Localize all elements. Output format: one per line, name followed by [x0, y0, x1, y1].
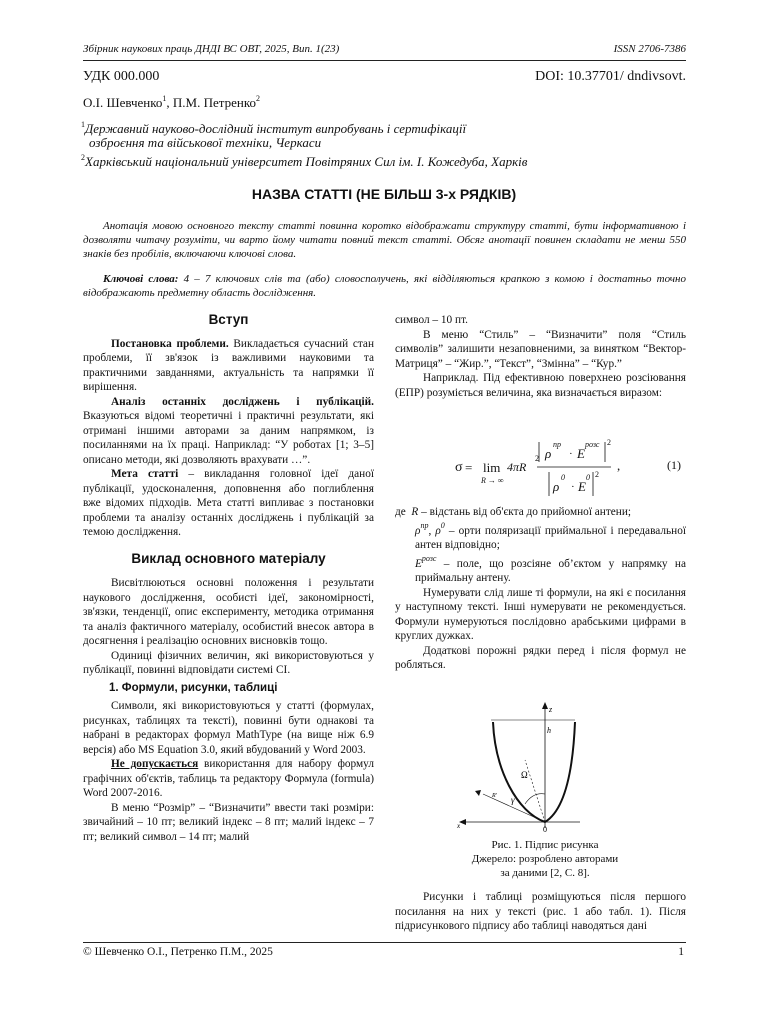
problem-paragraph: [83, 337, 374, 395]
udk: УДК 000.000: [83, 69, 160, 84]
problem-label: Постановка проблеми.: [111, 337, 229, 350]
eq-factor: 4πR: [507, 460, 527, 474]
legend-de: де: [395, 506, 406, 518]
main-heading: Виклад основного матеріалу: [131, 550, 326, 566]
eq-fraction-lines: [535, 440, 615, 500]
article-title: НАЗВА СТАТТІ (НЕ БІЛЬШ 3-х РЯДКІВ): [251, 186, 517, 202]
fig-paraboloid: [493, 722, 575, 822]
goal-paragraph: [83, 467, 374, 540]
fig-ray-arrow: [475, 790, 481, 796]
legend-p-sup: np: [420, 520, 429, 530]
author-sep: ,: [166, 95, 173, 110]
aff1-number: 1: [81, 120, 85, 129]
legend-R: [395, 505, 686, 520]
fig-caption-3: за даними [2, С. 8].: [500, 867, 590, 879]
fig-angle-arc: [525, 794, 545, 804]
keywords-text: 4 – 7 ключових слів та (або) словосполучень, які відділяються крапкою з комою і достатньо точно відображають предметну область дослідження.: [83, 273, 687, 299]
legend-e-symbol: E: [415, 557, 422, 570]
eq-comma: ,: [617, 458, 621, 473]
right-paragraph-1: В меню “Стиль” – “Визначити” поля “Стиль символів” залишити незаповненими, за винятком “Вектор-Матриця” – “Жир.”, “Текст”, “Змінна” – “Кур.”: [395, 328, 686, 370]
eq-den-dot: ·: [571, 481, 575, 493]
eq-num-sq: 2: [607, 438, 611, 447]
fig-label-omega: Ω: [521, 770, 528, 780]
author-1: О.І. Шевченко: [83, 95, 163, 110]
author-2-sup: 2: [256, 94, 260, 103]
keywords: [83, 272, 686, 300]
analysis-text: Вказуються відомі теоретичні і практичні результати, які отримані іншими авторами за даним напрямком, із посиланнями на їх праці. Наприклад: “У роботах [1; 3–5] описано методи, які дозволяють врахувати …”.: [83, 410, 374, 466]
intro-heading: Вступ: [208, 312, 249, 327]
subsection-heading: 1. Формули, рисунки, таблиці: [109, 681, 278, 694]
eq-den-p: ρ: [553, 479, 560, 494]
right-paragraph-3: Нумерувати слід лише ті формули, на які є посилання у наступному тексті. Інші нумерувати не рекомендується. Формули нумеруються послідовно арабськими цифрами в круглих дужках.: [395, 586, 686, 642]
eq-den-e-sup: 0: [586, 473, 590, 482]
fig-z-arrow: [542, 702, 548, 709]
right-paragraph-5: Рисунки і таблиці розміщуються після першого посилання на них у тексті (рис. 1 або табл. 1). Після підрисункового підпису або таблиці наводяться дані: [395, 891, 686, 932]
fig-label-z: z: [549, 705, 553, 714]
right-paragraph-2: Наприклад. Під ефективною поверхнею розсіювання (ЕПР) розуміється величина, яка визначається виразом:: [395, 372, 686, 399]
aff2-number: 2: [81, 153, 85, 162]
right-column-top: [395, 313, 686, 400]
not-allowed-paragraph: [83, 757, 374, 801]
author-1-sup: 1: [162, 94, 167, 103]
aff1-line2: озброєння та військової техніки, Черкаси: [89, 135, 322, 150]
legend-p-symbol: ρ: [415, 524, 421, 537]
legend-R-symbol: R: [411, 506, 419, 518]
eq-lim-sub: R → ∞: [481, 476, 504, 485]
eq-den-p-sup: 0: [561, 473, 565, 482]
fig-label-zero: 0: [543, 825, 547, 834]
doi: DOI: 10.37701/ dndivsovt.: [535, 69, 686, 84]
eq-number: (1): [667, 458, 681, 472]
eq-num-p-sup: np: [553, 440, 561, 449]
not-allowed-label: Не допускається: [111, 758, 199, 770]
legend-e-text: – поле, що розсіяне об’єктом у напрямку на приймальну антену.: [415, 557, 686, 584]
fig-label-h: h: [547, 726, 551, 735]
page-number: 1: [678, 946, 684, 958]
equation-1: [395, 440, 686, 500]
main-paragraph-1: Висвітлюються основні положення і результати наукового дослідження, особисті ідеї, закономірності, зв'язки, тенденції, опис експерименту, методика отримання та аналіз фактичного матеріалу, особистий внесок автора в досягнення і реалізацію основних висновків тощо.: [83, 577, 374, 647]
authors: [83, 95, 260, 111]
footer-copyright: © Шевченко О.І., Петренко П.М., 2025: [83, 946, 273, 958]
legend-R-text: – відстань від об'єкта до прийомної антени;: [418, 506, 632, 518]
analysis-label: Аналіз останніх досліджень і публікацій.: [111, 395, 374, 408]
eq-num-e-sup: розс: [585, 440, 600, 449]
analysis-paragraph: [83, 395, 374, 468]
right-column-bottom: [395, 890, 686, 934]
aff2-text: Харківський національний університет Повітряних Сил ім. І. Кожедуба, Харків: [85, 154, 528, 169]
symbols-paragraph: Символи, які використовуються у статті (формулах, рисунках, таблицях та тексті), повинні бути однакові та набрані в редакторах формул MathType (на вище ніж 6.9 версія) або MS Equation 3.0, який вбудований у Word 2003.: [83, 700, 374, 756]
figure-1: [455, 700, 585, 835]
figure-caption: [400, 838, 690, 880]
eq-factor-sq: 2: [535, 454, 539, 463]
problem-text: Викладається сучасний стан проблеми, її зв'язок із важливими науковими та практичними завданнями, актуальність та напрямки її вирішення.: [83, 337, 374, 393]
issn: ISSN 2706-7386: [613, 43, 686, 55]
eq-num-e: E: [577, 446, 585, 461]
affiliation-1: [81, 122, 466, 150]
legend-e: [395, 553, 686, 586]
fig-label-x: x: [457, 822, 461, 830]
legend-p0-sup: 0: [440, 520, 445, 530]
journal-header: [83, 43, 686, 55]
keywords-label: Ключові слова:: [103, 273, 179, 285]
equation-legend: [395, 505, 686, 673]
affiliation-2: [81, 155, 527, 169]
fig-caption-1: Рис. 1. Підпис рисунка: [491, 839, 599, 851]
aff1-line1: Державний науково-дослідний інститут випробувань і сертифікації: [85, 121, 467, 136]
size-paragraph: В меню “Розмір” – “Визначити” ввести такі розміри: звичайний – 10 пт; великий індекс – 8 пт; малий індекс – 7 пт; великий символ – 14 пт; малий: [83, 801, 374, 843]
goal-label: Мета статті: [111, 468, 179, 480]
author-2: П.М. Петренко: [172, 95, 256, 110]
footer-rule: [83, 942, 686, 943]
main-paragraph-2: Одиниці фізичних величин, які використовуються у публікації, повинні відповідати системі СІ.: [83, 649, 374, 676]
right-paragraph-0: символ – 10 пт.: [395, 314, 468, 326]
header-rule: [83, 60, 686, 61]
fig-label-gamma: γ: [511, 795, 515, 805]
abstract: Анотація мовою основного тексту статті повинна коротко відображати структуру статті, бути інформативною і дозволяти читачу розуміти, чи варто йому читати повний текст статті. Обсяг анотації повинен складати не менш 550 знаків без пробілів, включаючи ключові слова.: [83, 220, 686, 260]
eq-den-sq: 2: [595, 470, 599, 479]
eq-den-e: E: [578, 479, 586, 494]
fig-label-r: R': [492, 793, 497, 799]
goal-text: – викладання головної ідеї даної публікації, удосконалення, доповнення або поглиблення вже відомих підходів. Мета статті випливає з постановки проблеми та аналізу останніх досліджень і публікацій за темою дослідження.: [83, 468, 375, 538]
not-allowed-text: використання для набору формул графічних об'єктів, таблиць та редактору Формула (formula) Word 2007-2016.: [83, 758, 374, 799]
eq-num-p: ρ: [545, 446, 552, 461]
left-column: [83, 313, 374, 844]
eq-sigma: σ: [455, 460, 463, 475]
legend-p-text: – орти поляризації приймальної і передавальної антен відповідно;: [415, 524, 686, 551]
eq-equals: =: [465, 460, 473, 475]
legend-e-sup: розс: [421, 553, 437, 563]
fig-caption-2: Джерело: розроблено авторами: [471, 853, 619, 865]
right-paragraph-4: Додаткові порожні рядки перед і після формул не робляться.: [395, 644, 686, 671]
journal-title: Збірник наукових праць ДНДІ ВС ОВТ, 2025, Вип. 1(23): [83, 43, 340, 55]
eq-lim: lim: [483, 460, 501, 475]
legend-p: $\rho^{np}$, $\rho^0$ – орти поляризації приймальної і передавальної антен відповідно;: [415, 520, 686, 551]
eq-num-dot: ·: [569, 448, 573, 460]
legend-p0-symbol: ρ: [435, 524, 441, 537]
